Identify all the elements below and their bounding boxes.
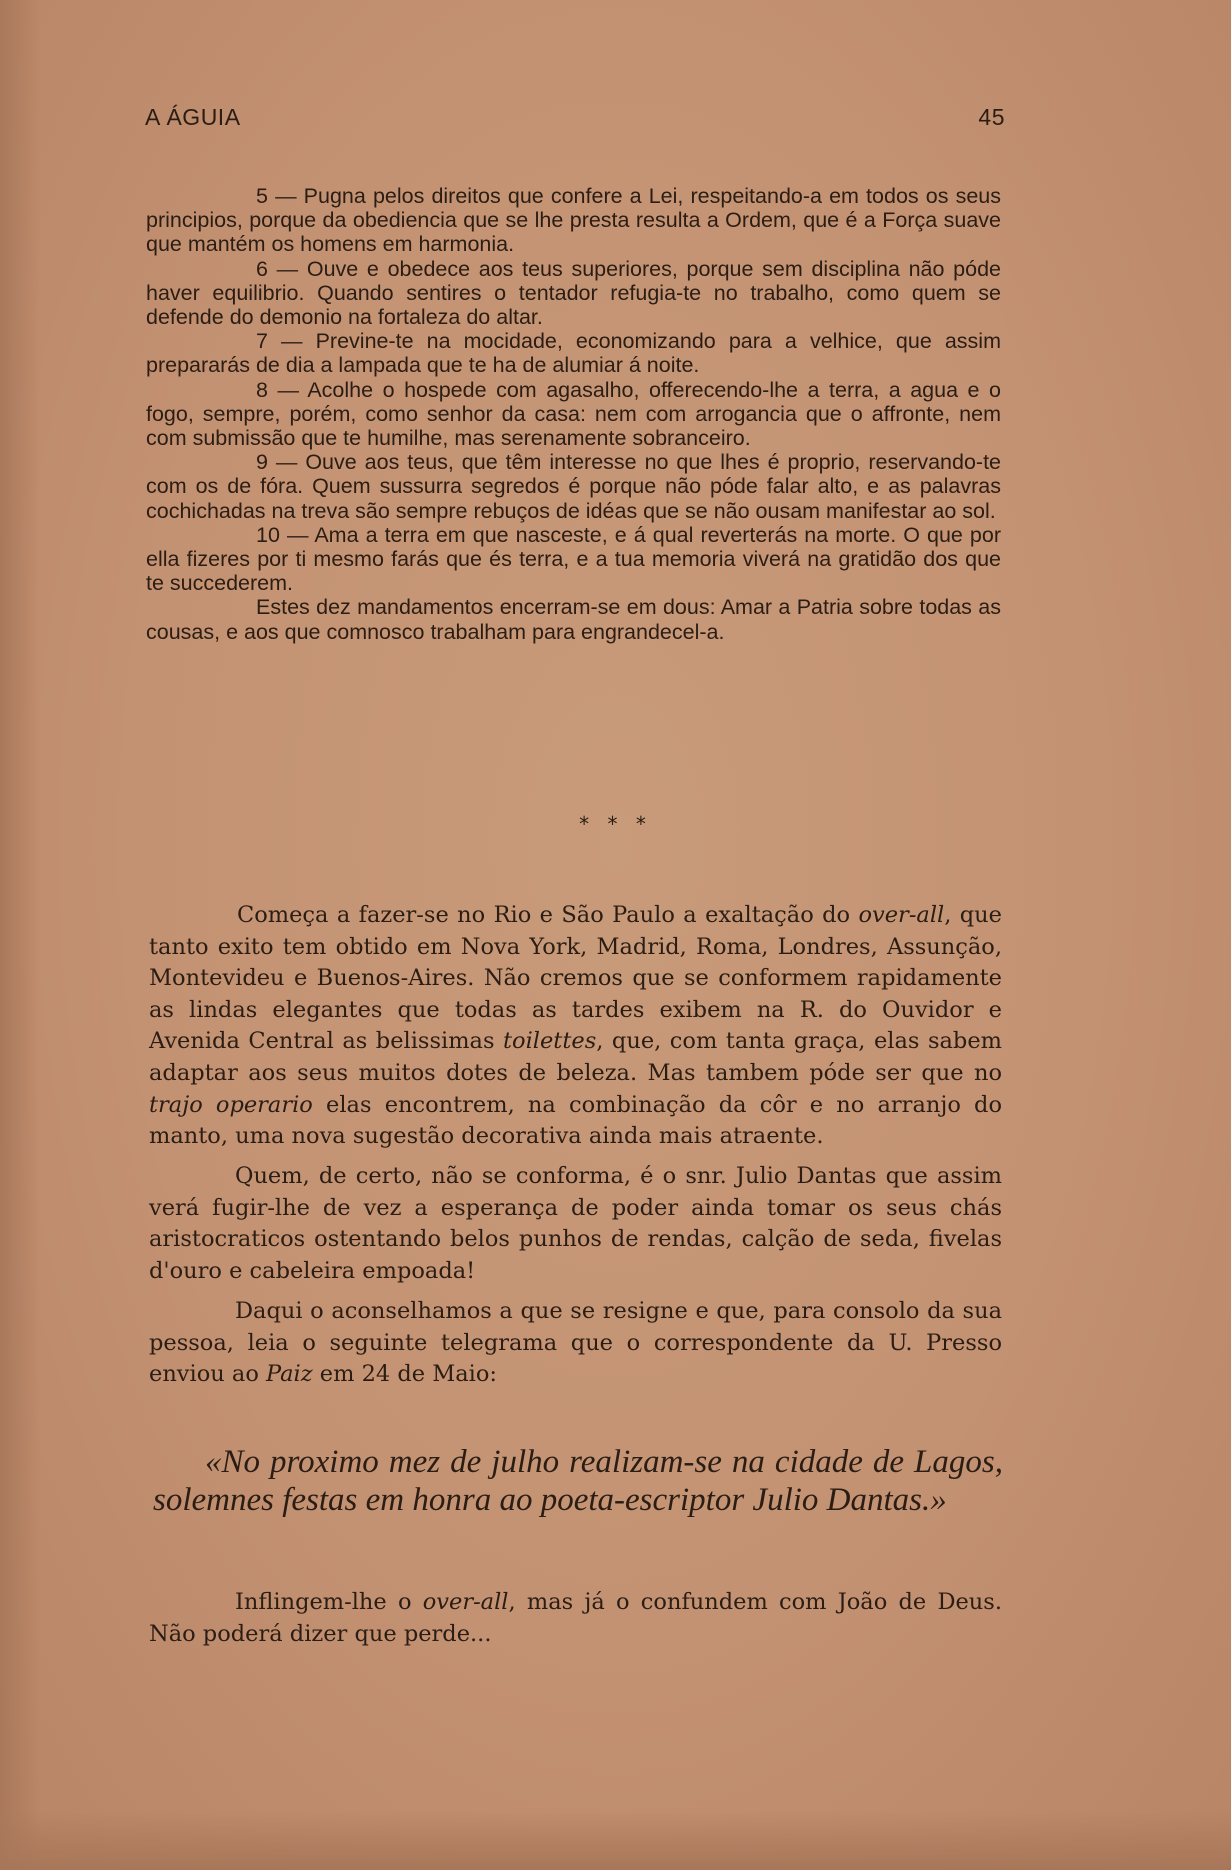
- telegram-quote: [153, 1443, 1003, 1519]
- journal-title: A ÁGUIA: [145, 104, 241, 130]
- telegram-text: «No proximo mez de julho realizam-se na cidade de Lagos, solemnes festas em honra ao poeta-escriptor Julio Dantas.»: [153, 1444, 1003, 1518]
- paper-edge-shadow-bottom: [0, 1810, 1231, 1870]
- chronicle-section: [149, 900, 1002, 1399]
- text-run: em 24 de Maio:: [312, 1361, 497, 1388]
- section-separator: * * *: [579, 812, 652, 836]
- text-run: , que tanto exito tem obtido em Nova York, Madrid, Roma, Londres, Assunção, Montevideu e Buenos-Aires. Não cremos que se conformem rapidamente as lindas elegantes que todas as tardes exibem na R. do Ouvidor e Avenida Central as belissimas: [149, 902, 1002, 1055]
- page-number: 45: [978, 104, 1005, 130]
- paper-edge-shadow-left: [0, 0, 40, 1870]
- closing-section: [149, 1587, 1002, 1650]
- running-head: [145, 104, 1005, 131]
- chronicle-paragraph-2: Quem, de certo, não se conforma, é o snr. Julio Dantas que assim verá fugir-lhe de vez a esperança de poder ainda tomar os seus chás aristocraticos ostentando belos punhos de rendas, calção de seda, fivelas d'ouro e cabeleira empoada!: [149, 1163, 1002, 1285]
- italic-term: trajo operario: [149, 1091, 313, 1118]
- text-run: Inflingem-lhe o: [235, 1589, 423, 1615]
- commandment-7: 7 — Previne-te na mocidade, economizando para a velhice, que assim prepararás de dia a lampada que te ha de alumiar á noite.: [146, 329, 1001, 378]
- chronicle-paragraph-3: [149, 1296, 1002, 1391]
- text-run: , mas já o confundem com João de Deus. Não poderá dizer que perde...: [149, 1589, 1002, 1647]
- text-run: , que, com tanta graça, elas sabem adaptar aos seus muitos dotes de beleza. Mas tambem póde ser que no: [149, 1028, 1002, 1086]
- commandment-9: 9 — Ouve aos teus, que têm interesse no que lhes é proprio, reservando-te com os de fóra. Quem sussurra segredos é porque não póde falar alto, e as palavras cochichadas na treva são sempre rebuços de idéas que se não ousam manifestar ao sol.: [146, 450, 1001, 523]
- chronicle-paragraph-1: [149, 900, 1002, 1153]
- text-run: elas encontrem, na combinação da côr e no arranjo do manto, uma nova sugestão decorativa ainda mais atraente.: [149, 1091, 1002, 1150]
- text-run: Começa a fazer-se no Rio e São Paulo a exaltação do: [237, 902, 859, 928]
- italic-term: over-all: [858, 902, 945, 928]
- italic-term: toilettes: [503, 1028, 597, 1055]
- commandment-10: 10 — Ama a terra em que nasceste, e á qual reverterás na morte. O que por ella fizeres por ti mesmo farás que és terra, e a tua memoria viverá na gratidão dos que te succederem.: [146, 522, 1001, 596]
- commandments-summary: Estes dez mandamentos encerram-se em dous: Amar a Patria sobre todas as cousas, e aos que comnosco trabalham para engrandecel-a.: [146, 595, 1001, 644]
- commandment-6: 6 — Ouve e obedece aos teus superiores, porque sem disciplina não póde haver equilibrio. Quando sentires o tentador refugia-te no trabalho, como quem se defende do demonio na fortaleza do altar.: [146, 256, 1001, 330]
- commandments-section: [146, 184, 1001, 644]
- text-run: Daqui o aconselhamos a que se resigne e que, para consolo da sua pessoa, leia o seguinte telegrama que o correspondente da U. Presso enviou ao: [149, 1298, 1002, 1388]
- commandment-5: 5 — Pugna pelos direitos que confere a Lei, respeitando-a em todos os seus principios, porque da obediencia que se lhe presta resulta a Ordem, que é a Força suave que mantém os homens em harmonia.: [146, 184, 1001, 257]
- italic-term: over-all: [422, 1589, 509, 1615]
- closing-paragraph: [149, 1587, 1002, 1650]
- commandment-8: 8 — Acolhe o hospede com agasalho, offerecendo-lhe a terra, a agua e o fogo, sempre, porém, como senhor da casa: nem com arrogancia que o affronte, nem com submissão que te humilhe, mas serenamente sobranceiro.: [146, 377, 1001, 451]
- italic-term: Paiz: [266, 1361, 313, 1388]
